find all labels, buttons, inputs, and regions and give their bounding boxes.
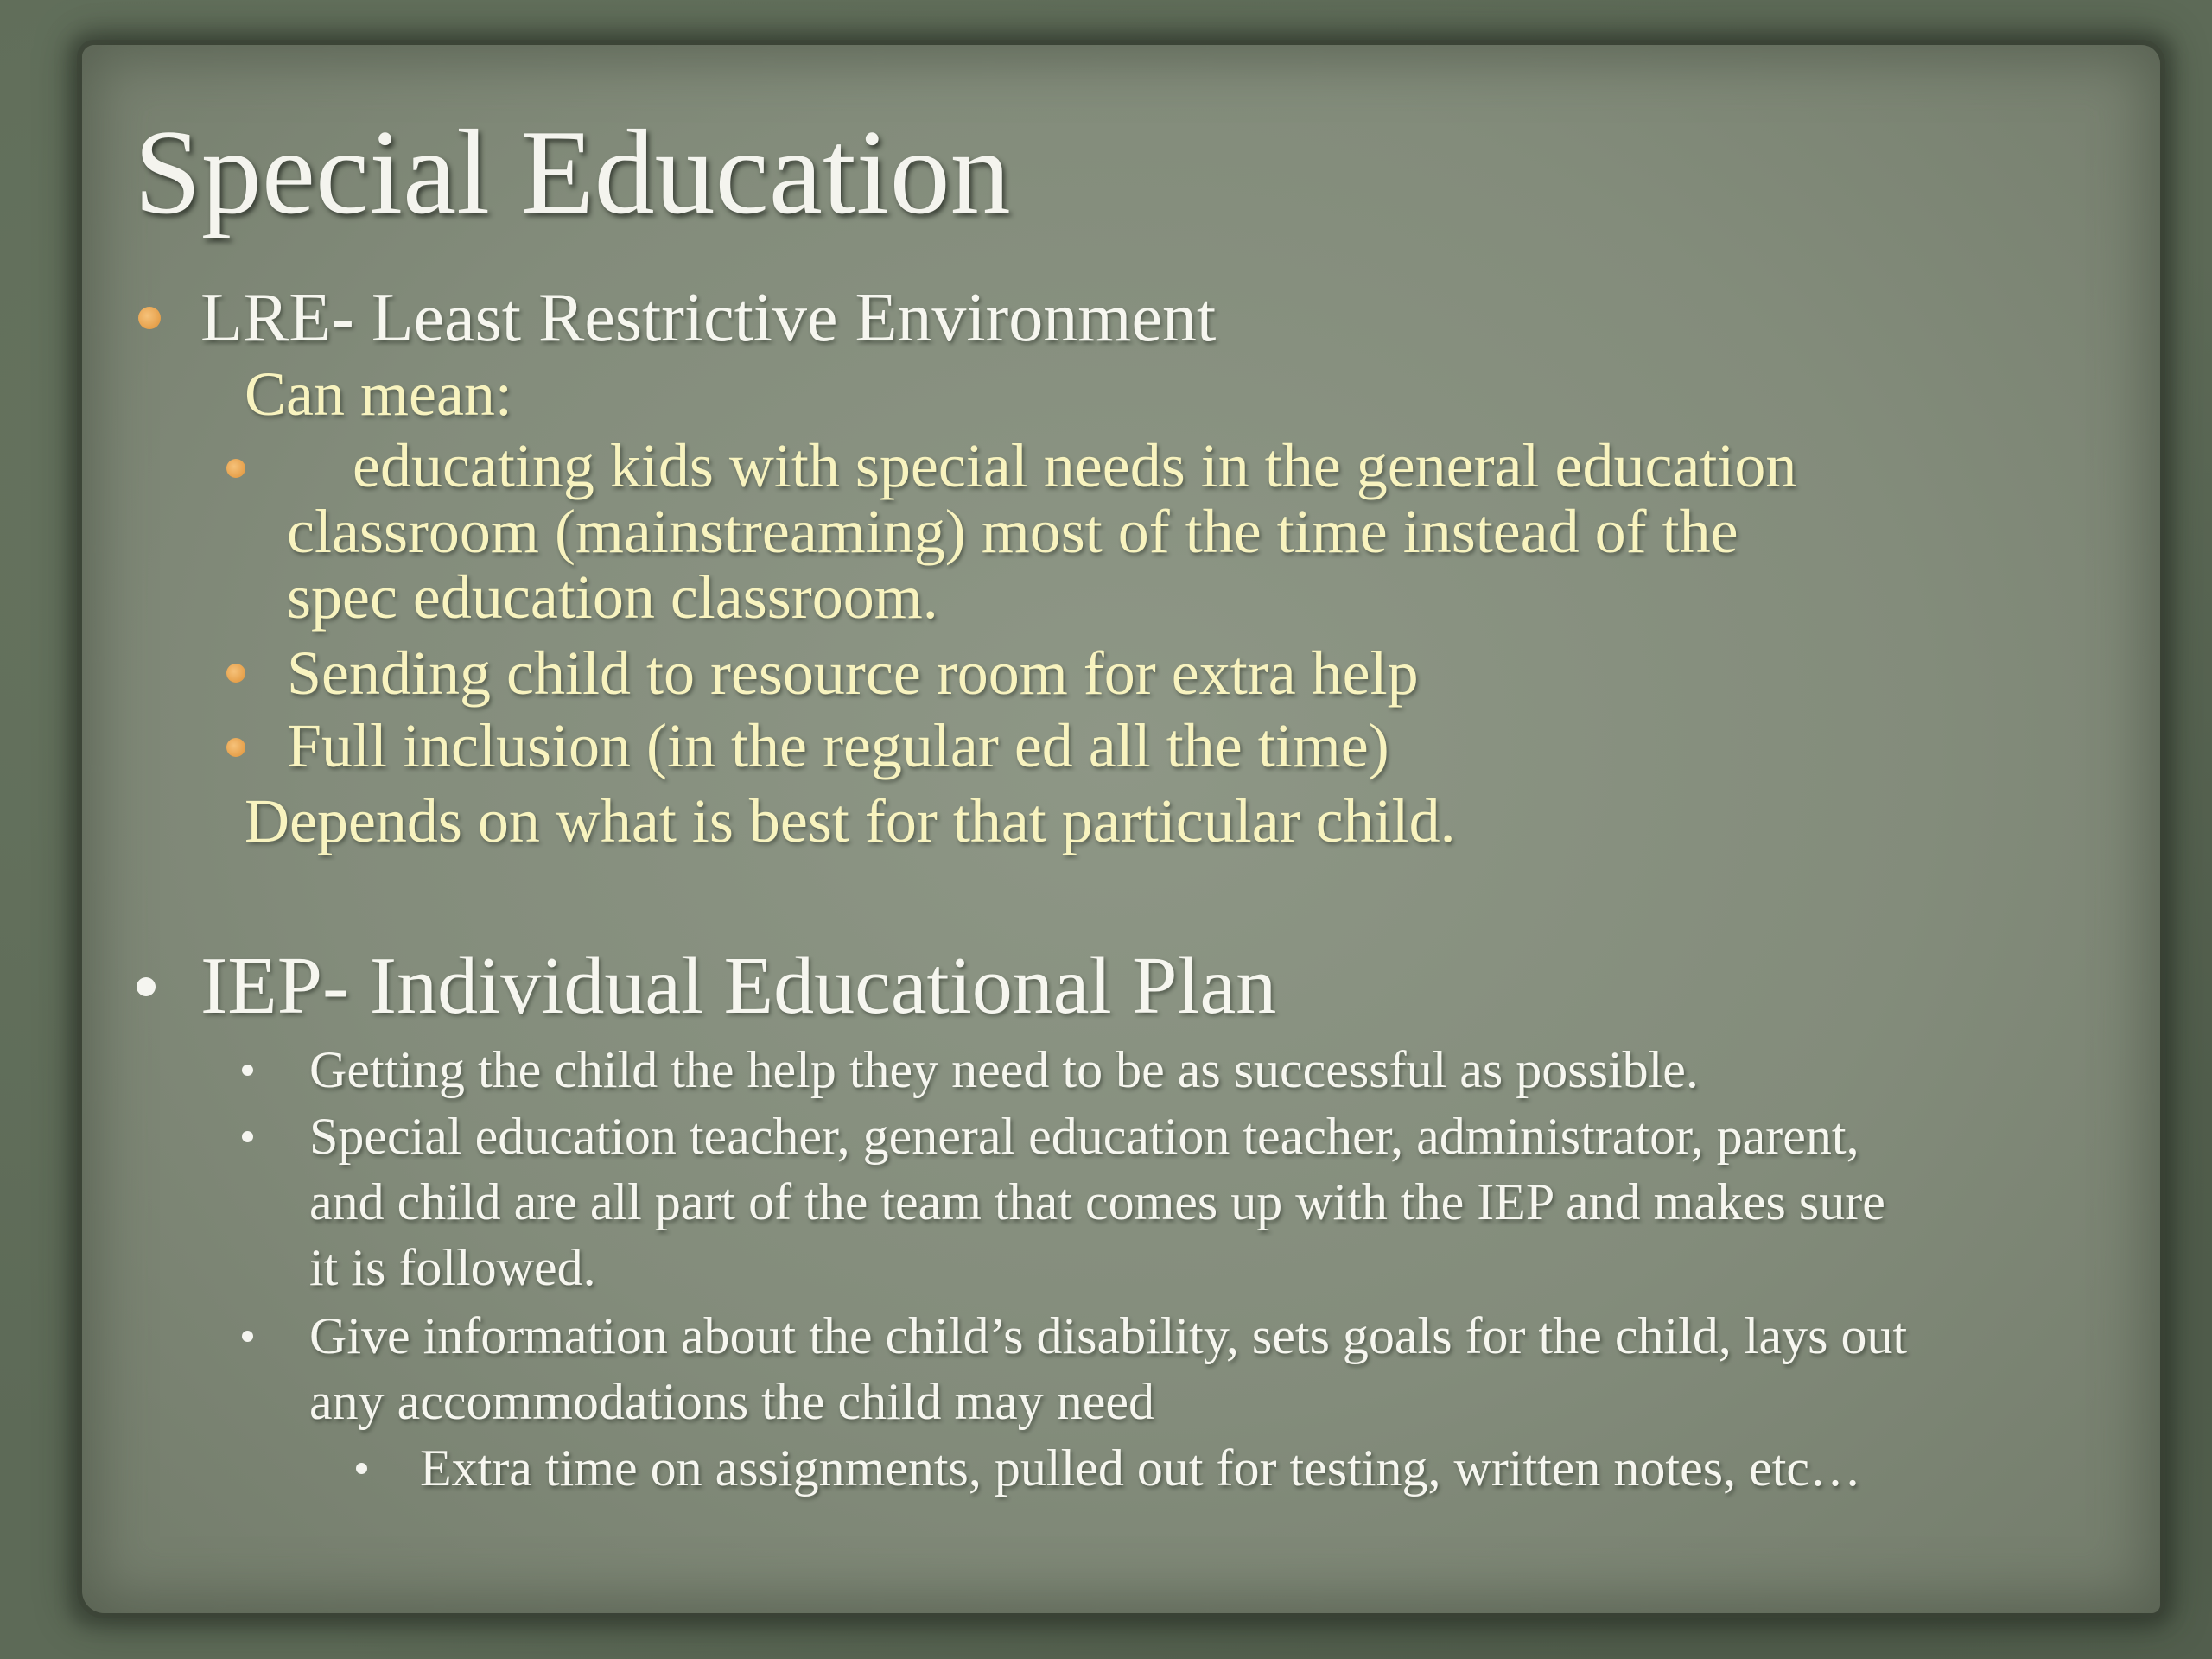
- bullet-icon: [242, 1331, 253, 1342]
- bullet-icon: [356, 1463, 367, 1474]
- iep-bullet-line: and child are all part of the team that comes up with the IEP and makes sure: [309, 1173, 1885, 1230]
- iep-heading: IEP- Individual Educational Plan: [200, 941, 1277, 1031]
- bullet-icon: [137, 977, 156, 996]
- orange-bullet-icon: [226, 459, 245, 478]
- lre-bullet-line: spec education classroom.: [287, 563, 938, 632]
- orange-bullet-icon: [138, 307, 161, 329]
- bullet-icon: [242, 1131, 253, 1142]
- lre-bullet-line: Sending child to resource room for extra help: [287, 639, 1419, 708]
- orange-bullet-icon: [226, 738, 245, 757]
- iep-bullet-line: any accommodations the child may need: [309, 1373, 1155, 1430]
- iep-bullet-line: Getting the child the help they need to be as successful as possible.: [309, 1041, 1699, 1098]
- lre-heading: LRE- Least Restrictive Environment: [200, 280, 1217, 356]
- orange-bullet-icon: [226, 664, 245, 683]
- iep-bullet-line: Special education teacher, general education teacher, administrator, parent,: [309, 1108, 1859, 1165]
- iep-sub-bullet-line: Extra time on assignments, pulled out for testing, written notes, etc…: [420, 1440, 1862, 1497]
- iep-bullet-line: Give information about the child’s disability, sets goals for the child, lays out: [309, 1307, 1908, 1364]
- lre-intro: Can mean:: [245, 359, 512, 429]
- slide-title: Special Education: [134, 105, 1011, 239]
- lre-bullet-line: classroom (mainstreaming) most of the time instead of the: [287, 497, 1738, 566]
- lre-bullet-line: Full inclusion (in the regular ed all the time): [287, 711, 1389, 780]
- bullet-icon: [242, 1065, 253, 1076]
- lre-bullet-line: educating kids with special needs in the general education: [353, 431, 1797, 500]
- lre-outro: Depends on what is best for that particular child.: [245, 786, 1456, 855]
- iep-bullet-line: it is followed.: [309, 1239, 596, 1296]
